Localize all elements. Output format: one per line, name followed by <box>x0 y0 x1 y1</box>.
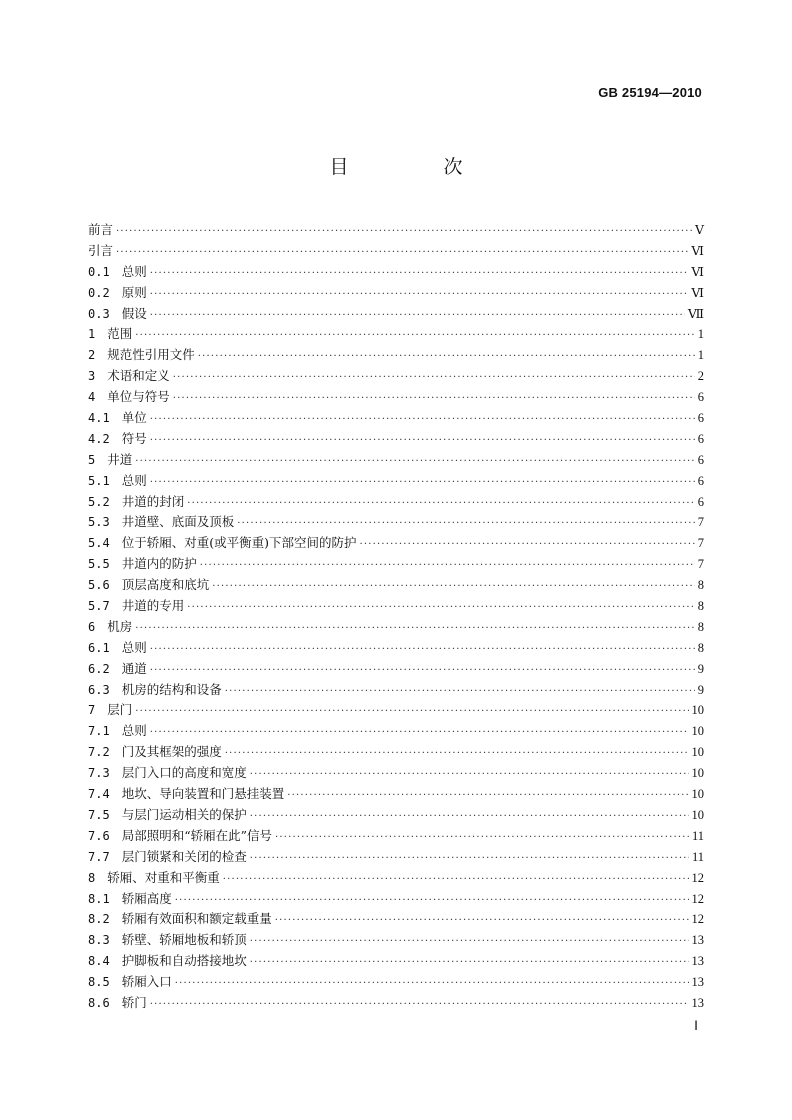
toc-entry-page: 13 <box>691 954 704 969</box>
standard-code: GB 25194—2010 <box>598 85 702 100</box>
toc-entry-number: 7.3 <box>88 766 110 781</box>
toc-leader-dots <box>223 874 689 885</box>
toc-leader-dots <box>150 268 689 279</box>
toc-entry[interactable] <box>88 847 704 868</box>
toc-entry[interactable] <box>88 784 704 805</box>
toc-leader-dots <box>150 644 695 655</box>
toc-leader-dots <box>150 414 695 425</box>
toc-entry-page: 13 <box>691 975 704 990</box>
toc-leader-dots <box>150 665 695 676</box>
toc-entry-page: 6 <box>697 390 704 405</box>
toc-entry-page: 10 <box>691 807 704 822</box>
toc-entry[interactable] <box>88 951 704 972</box>
toc-entry-page: 10 <box>691 703 704 718</box>
toc-leader-dots <box>250 936 689 947</box>
toc-entry[interactable] <box>88 429 704 450</box>
toc-entry-label: 地坎、导向装置和门悬挂装置 <box>121 786 285 802</box>
toc-entry[interactable] <box>88 262 704 283</box>
toc-entry[interactable] <box>88 366 704 387</box>
toc-entry-label: 总则 <box>121 723 147 739</box>
toc-entry[interactable] <box>88 492 704 513</box>
toc-entry-number: 0.2 <box>88 285 110 300</box>
toc-leader-dots <box>225 748 689 759</box>
toc-leader-dots <box>116 226 692 237</box>
toc-entry-page: 1 <box>697 327 704 342</box>
toc-entry-page: 9 <box>697 661 704 676</box>
toc-entry[interactable] <box>88 680 704 701</box>
toc-leader-dots <box>250 853 689 864</box>
toc-entry[interactable] <box>88 450 704 471</box>
toc-entry-number: 5.5 <box>88 557 110 572</box>
toc-entry[interactable] <box>88 345 704 366</box>
toc-entry-label: 通道 <box>121 660 147 676</box>
toc-entry-label: 位于轿厢、对重(或平衡重)下部空间的防护 <box>121 535 357 551</box>
toc-entry-page: 2 <box>697 369 704 384</box>
toc-entry-label: 术语和定义 <box>107 368 170 384</box>
toc-entry[interactable] <box>88 408 704 429</box>
toc-title: 目 次 <box>329 156 501 178</box>
toc-entry-number: 8.4 <box>88 954 110 969</box>
toc-entry-page: 7 <box>697 515 704 530</box>
toc-entry-label: 前言 <box>88 222 114 237</box>
toc-entry-number: 5.7 <box>88 599 110 614</box>
toc-entry-page: 12 <box>691 870 704 885</box>
toc-entry[interactable] <box>88 700 704 721</box>
page-number: Ⅰ <box>694 1018 698 1033</box>
toc-entry-number: 0.3 <box>88 306 110 321</box>
toc-entry-label: 井道壁、底面及顶板 <box>121 514 235 530</box>
toc-entry-page: Ⅵ <box>691 264 704 279</box>
toc-entry-label: 符号 <box>121 430 147 446</box>
toc-leader-dots <box>175 895 689 906</box>
toc-entry-label: 层门入口的高度和宽度 <box>121 765 247 781</box>
toc-entry-label: 总则 <box>121 472 147 488</box>
toc-entry-page: 8 <box>697 578 704 593</box>
toc-leader-dots <box>250 811 689 822</box>
toc-leader-dots <box>135 623 695 634</box>
toc-leader-dots <box>116 247 688 258</box>
toc-entry[interactable] <box>88 763 704 784</box>
toc-entry[interactable] <box>88 220 704 241</box>
toc-entry-number: 7.2 <box>88 745 110 760</box>
toc-leader-dots <box>150 477 695 488</box>
toc-entry-page: Ⅵ <box>691 285 704 300</box>
toc-entry-page: Ⅴ <box>694 223 704 237</box>
toc-entry-label: 假设 <box>121 305 147 321</box>
toc-entry-label: 轿厢入口 <box>121 974 172 990</box>
toc-entry[interactable] <box>88 596 704 617</box>
toc-entry-number: 6.1 <box>88 640 110 655</box>
toc-entry-number: 3 <box>88 369 96 384</box>
toc-leader-dots <box>225 686 695 697</box>
toc-entry-number: 5.4 <box>88 536 110 551</box>
toc-leader-dots <box>237 518 695 529</box>
toc-leader-dots <box>200 560 695 571</box>
toc-entry[interactable] <box>88 721 704 742</box>
toc-entry[interactable] <box>88 638 704 659</box>
toc-entry-number: 7.7 <box>88 849 110 864</box>
toc-entry[interactable] <box>88 241 704 262</box>
toc-entry-page: 13 <box>691 933 704 948</box>
toc-entry-label: 范围 <box>107 326 133 342</box>
toc-entry-label: 单位 <box>121 410 147 426</box>
toc-entry-label: 层门 <box>107 702 133 718</box>
toc-entry-label: 轿门 <box>121 994 147 1010</box>
toc-entry[interactable] <box>88 805 704 826</box>
toc-entry[interactable] <box>88 304 704 325</box>
toc-entry-label: 井道的专用 <box>121 598 185 614</box>
toc-entry-label: 井道内的防护 <box>121 556 197 572</box>
toc-entry-label: 护脚板和自动搭接地坎 <box>121 953 247 969</box>
toc-entry-number: 8.2 <box>88 912 110 927</box>
toc-entry-label: 轿厢、对重和平衡重 <box>107 869 220 885</box>
toc-leader-dots <box>250 957 689 968</box>
toc-entry-page: 10 <box>691 724 704 739</box>
toc-entry-page: 8 <box>697 619 704 634</box>
toc-entry[interactable] <box>88 972 704 993</box>
toc-leader-dots <box>150 999 689 1010</box>
toc-leader-dots <box>135 456 695 467</box>
toc-entry[interactable] <box>88 324 704 345</box>
toc-leader-dots <box>187 498 695 509</box>
toc-entry-number: 6.2 <box>88 661 110 676</box>
toc-entry-page: 6 <box>697 494 704 509</box>
toc-leader-dots <box>212 581 695 592</box>
toc-entry-number: 0.1 <box>88 264 110 279</box>
toc-entry-label: 井道 <box>107 451 133 467</box>
toc-entry-number: 7.5 <box>88 807 110 822</box>
toc-entry-number: 6.3 <box>88 682 110 697</box>
toc-entry-page: 8 <box>697 599 704 614</box>
toc-leader-dots <box>187 602 695 613</box>
toc-leader-dots <box>173 393 695 404</box>
toc-entry-label: 轿壁、轿厢地板和轿顶 <box>121 932 247 948</box>
toc-entry-page: 10 <box>691 745 704 760</box>
toc-entry-label: 顶层高度和底坑 <box>121 577 210 593</box>
toc-entry-number: 5.2 <box>88 494 110 509</box>
toc-entry-page: Ⅵ <box>691 243 704 258</box>
toc-entry-page: 10 <box>691 766 704 781</box>
toc-entry-number: 4.1 <box>88 411 110 426</box>
toc-entry[interactable] <box>88 930 704 951</box>
toc-entry-page: 11 <box>691 849 704 864</box>
toc-leader-dots <box>150 310 685 321</box>
toc-entry-number: 7.1 <box>88 724 110 739</box>
toc-entry-label: 机房 <box>107 618 133 634</box>
toc-entry[interactable] <box>88 659 704 680</box>
toc-entry-page: 10 <box>691 787 704 802</box>
toc-entry-page: 12 <box>691 912 704 927</box>
table-of-contents <box>88 220 704 1014</box>
toc-entry-number: 8 <box>88 870 96 885</box>
toc-entry-page: 8 <box>697 640 704 655</box>
toc-entry-label: 引言 <box>88 242 114 258</box>
toc-entry-page: 7 <box>697 536 704 551</box>
toc-entry-number: 4.2 <box>88 431 110 446</box>
toc-entry[interactable] <box>88 533 704 554</box>
toc-entry-number: 8.5 <box>88 975 110 990</box>
toc-entry-page: 12 <box>691 891 704 906</box>
toc-entry-page: 7 <box>697 557 704 572</box>
toc-entry-number: 7.6 <box>88 828 110 843</box>
toc-entry-label: 局部照明和“轿厢在此”信号 <box>121 827 272 843</box>
toc-leader-dots <box>135 330 695 341</box>
toc-entry[interactable] <box>88 868 704 889</box>
toc-entry-page: 6 <box>697 411 704 426</box>
toc-entry-page: 13 <box>691 995 704 1010</box>
toc-entry[interactable] <box>88 889 704 910</box>
toc-entry-number: 8.6 <box>88 995 110 1010</box>
toc-entry[interactable] <box>88 512 704 533</box>
toc-entry[interactable] <box>88 617 704 638</box>
toc-entry-label: 井道的封闭 <box>121 493 185 509</box>
toc-entry-number: 7.4 <box>88 787 110 802</box>
toc-entry[interactable] <box>88 826 704 847</box>
toc-entry-label: 轿厢高度 <box>121 890 172 906</box>
toc-entry[interactable] <box>88 387 704 408</box>
toc-entry-number: 8.3 <box>88 933 110 948</box>
toc-entry-label: 单位与符号 <box>107 389 170 405</box>
toc-entry-number: 2 <box>88 348 96 363</box>
toc-entry-label: 门及其框架的强度 <box>121 744 222 760</box>
toc-entry[interactable] <box>88 283 704 304</box>
toc-leader-dots <box>359 539 694 550</box>
toc-entry-number: 7 <box>88 703 96 718</box>
toc-entry-label: 规范性引用文件 <box>107 347 195 363</box>
toc-entry[interactable] <box>88 993 704 1014</box>
toc-entry[interactable] <box>88 742 704 763</box>
toc-entry-page: 6 <box>697 473 704 488</box>
toc-leader-dots <box>275 915 689 926</box>
toc-leader-dots <box>135 706 688 717</box>
toc-entry-label: 轿厢有效面积和额定载重量 <box>121 911 272 927</box>
toc-entry-number: 1 <box>88 327 96 342</box>
toc-entry-label: 总则 <box>121 263 147 279</box>
toc-entry-number: 8.1 <box>88 891 110 906</box>
toc-leader-dots <box>275 832 689 843</box>
toc-leader-dots <box>150 289 689 300</box>
toc-entry-label: 机房的结构和设备 <box>121 681 222 697</box>
toc-entry[interactable] <box>88 471 704 492</box>
toc-entry-label: 总则 <box>121 639 147 655</box>
toc-entry[interactable] <box>88 575 704 596</box>
toc-entry-page: 9 <box>697 682 704 697</box>
toc-leader-dots <box>150 435 695 446</box>
toc-entry[interactable] <box>88 909 704 930</box>
toc-entry[interactable] <box>88 554 704 575</box>
toc-entry-page: 6 <box>697 431 704 446</box>
toc-entry-number: 4 <box>88 390 96 405</box>
toc-entry-page: 11 <box>691 828 704 843</box>
toc-leader-dots <box>150 727 689 738</box>
toc-entry-page: 6 <box>697 452 704 467</box>
toc-entry-number: 5.1 <box>88 473 110 488</box>
toc-leader-dots <box>250 769 689 780</box>
toc-entry-label: 原则 <box>121 284 147 300</box>
toc-entry-number: 6 <box>88 619 96 634</box>
toc-entry-page: Ⅶ <box>687 306 704 321</box>
toc-entry-number: 5 <box>88 452 96 467</box>
toc-entry-label: 与层门运动相关的保护 <box>121 806 247 822</box>
toc-leader-dots <box>173 372 695 383</box>
toc-entry-number: 5.3 <box>88 515 110 530</box>
toc-leader-dots <box>287 790 688 801</box>
toc-entry-page: 1 <box>697 348 704 363</box>
toc-leader-dots <box>175 978 689 989</box>
toc-entry-number: 5.6 <box>88 578 110 593</box>
toc-entry-label: 层门锁紧和关闭的检查 <box>121 848 247 864</box>
toc-leader-dots <box>198 351 695 362</box>
